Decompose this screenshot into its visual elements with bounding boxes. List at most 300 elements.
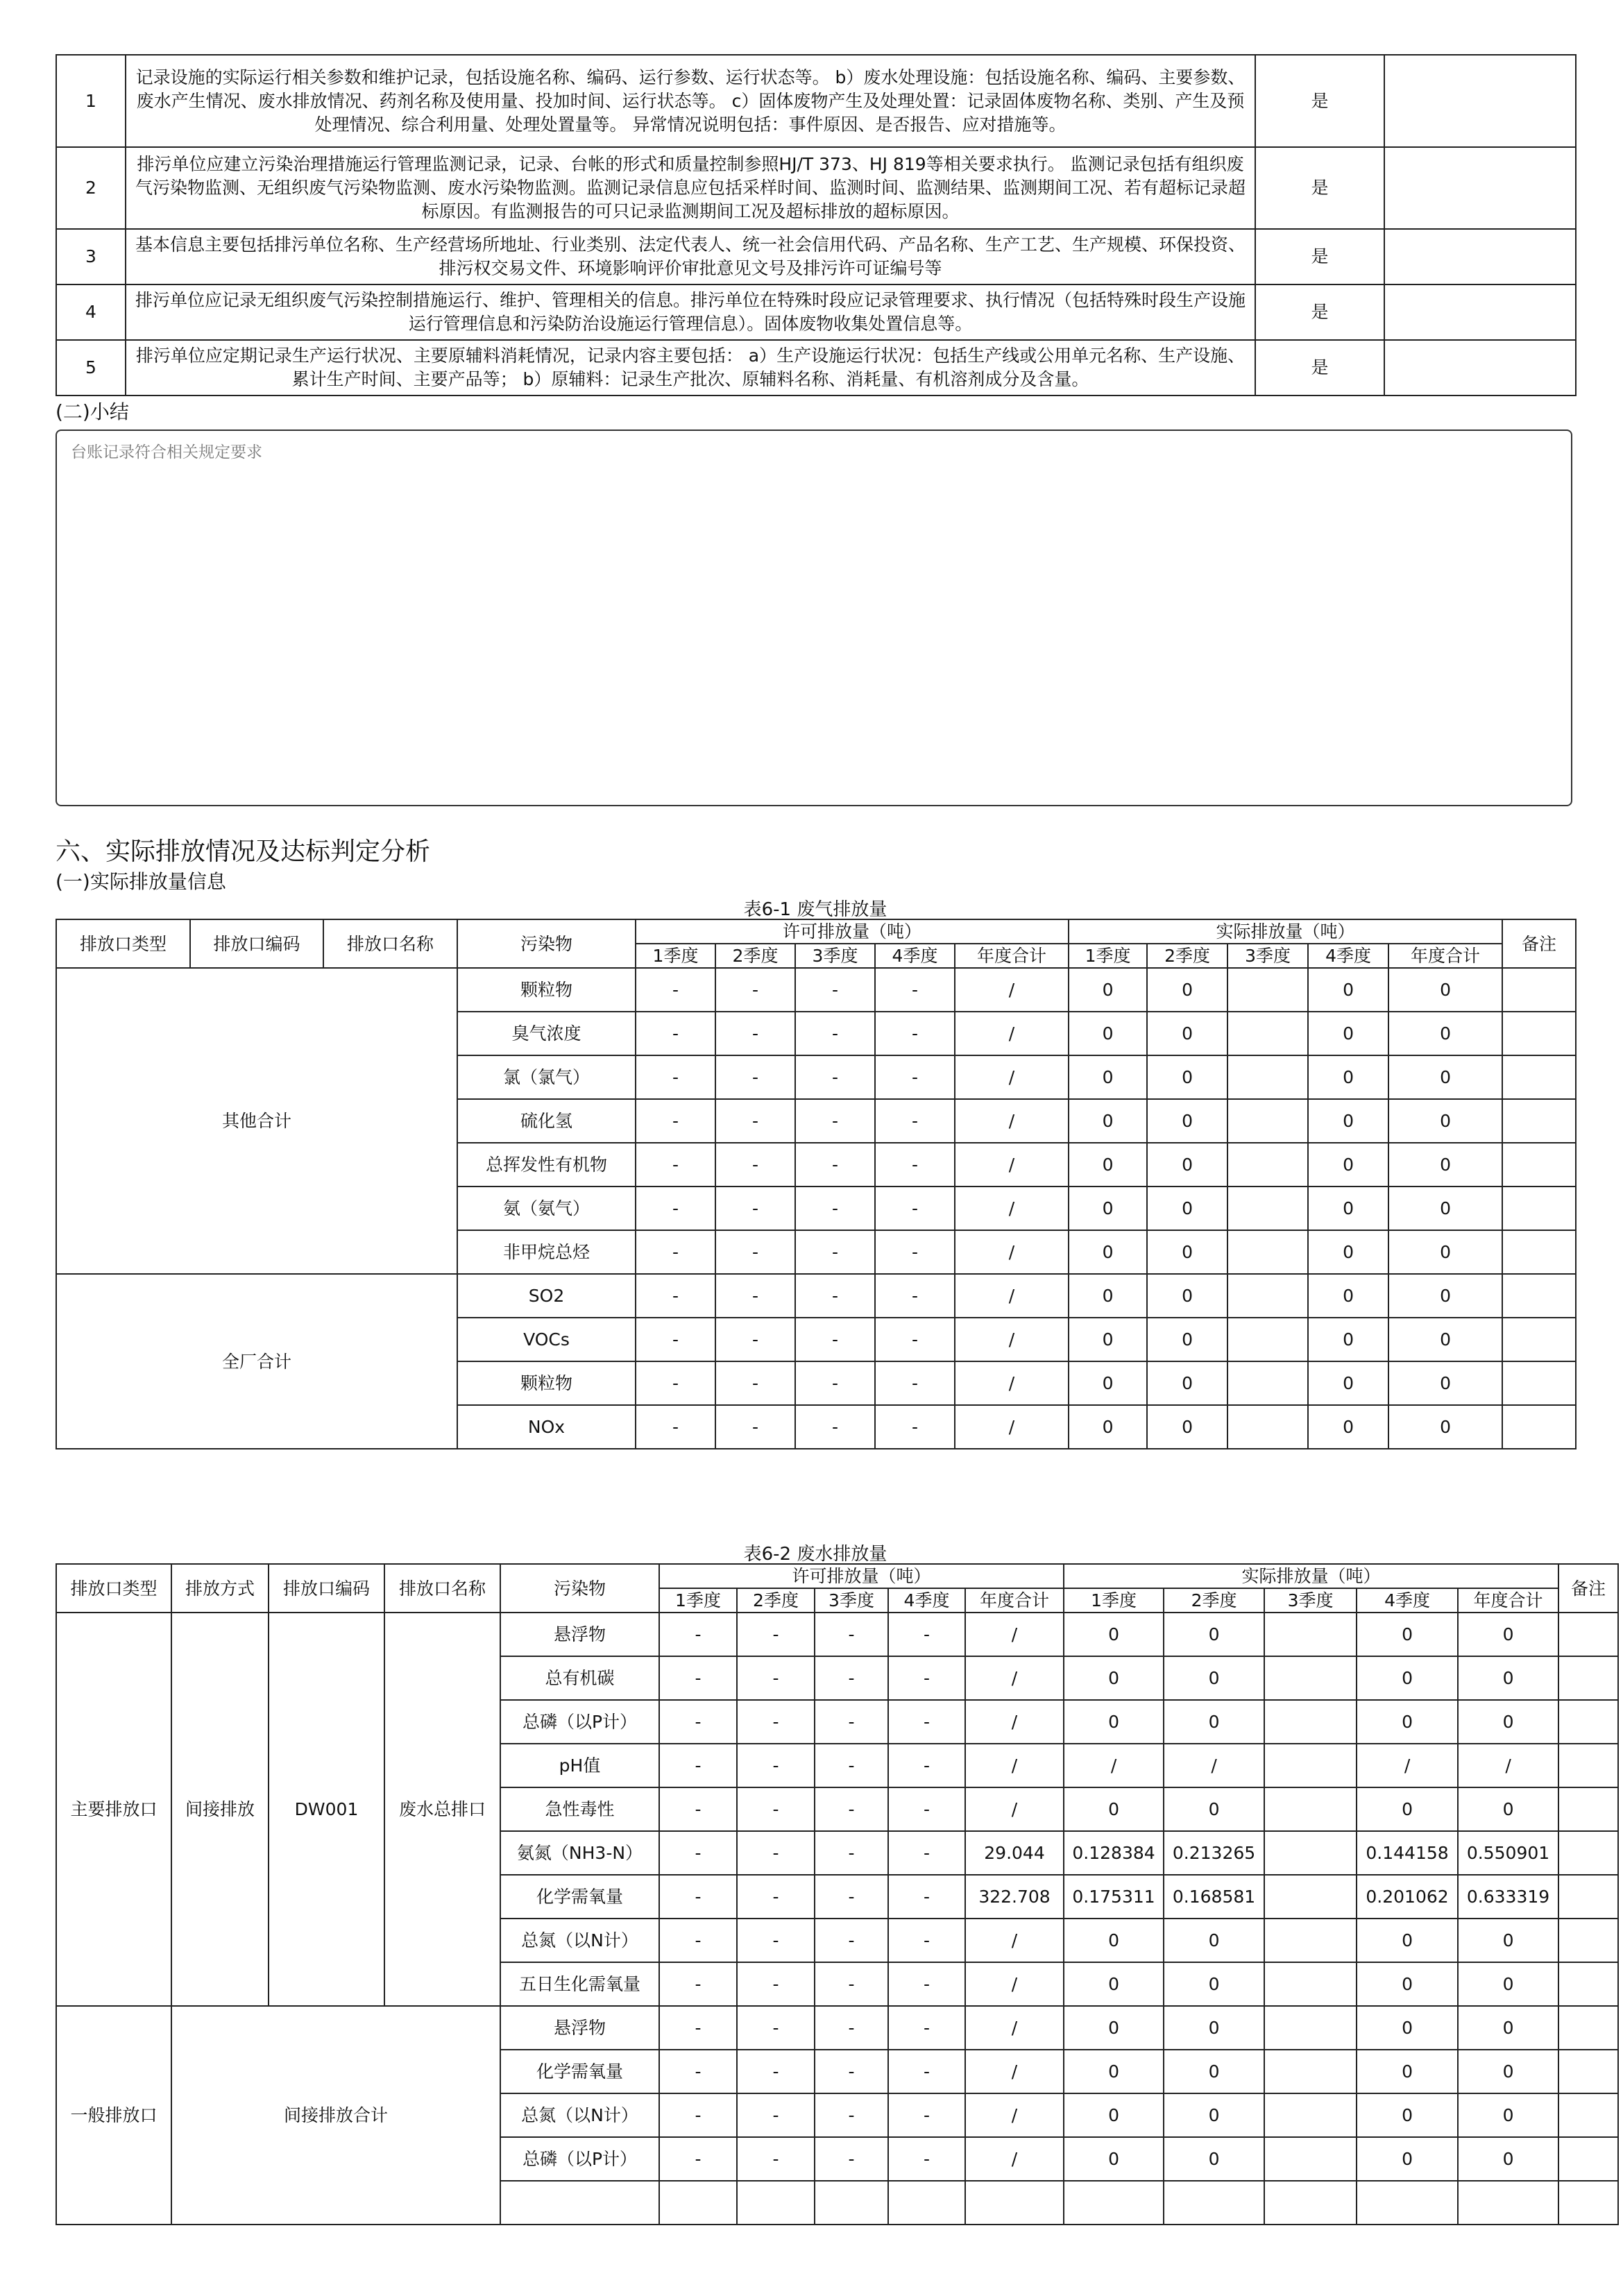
gas-actual-value: 0	[1388, 1318, 1502, 1361]
water-permit-value: -	[815, 1656, 888, 1700]
water-actual-value: 0	[1064, 2137, 1164, 2181]
gas-actual-value: 0	[1388, 1099, 1502, 1143]
water-header-actual-q3: 3季度	[1264, 1588, 1357, 1613]
water-pollutant: 总磷（以P计）	[500, 1700, 659, 1744]
ledger-row-note	[1384, 284, 1576, 340]
water-actual-value: 0	[1064, 1962, 1164, 2006]
ledger-row-number: 2	[56, 147, 126, 229]
gas-pollutant: 氯（氯气）	[457, 1055, 636, 1099]
gas-permit-value: -	[636, 1318, 715, 1361]
gas-actual-value: 0	[1388, 1055, 1502, 1099]
water-permit-value: -	[888, 2137, 965, 2181]
water-actual-value	[1264, 2006, 1357, 2050]
water-permit-value: -	[737, 2137, 815, 2181]
ledger-row-result: 是	[1255, 55, 1384, 147]
gas-permit-value: -	[715, 1055, 795, 1099]
gas-group-label: 全厂合计	[56, 1274, 457, 1449]
gas-actual-value: 0	[1069, 1361, 1147, 1405]
ledger-row	[56, 284, 1576, 340]
gas-pollutant: 硫化氢	[457, 1099, 636, 1143]
gas-permit-value: -	[875, 1012, 955, 1055]
water-permit-value: -	[659, 1700, 737, 1744]
water-remark	[1558, 2006, 1618, 2050]
ledger-row-text: 排污单位应建立污染治理措施运行管理监测记录，记录、台帐的形式和质量控制参照HJ/T 373、HJ 819等相关要求执行。 监测记录包括有组织废气污染物监测、无组织废气污染物监测、废水污染物监测。监测记录信息应包括采样时间、监测时间、监测结果、监测期间工况、若有超标记录超标原因。有监测报告的可只记录监测期间工况及超标排放的超标原因。	[126, 147, 1255, 229]
water-actual-value: 0	[1357, 1962, 1458, 2006]
summary-textarea[interactable]	[56, 430, 1572, 806]
gas-header-outlet-code: 排放口编码	[190, 919, 323, 968]
gas-permit-value: -	[795, 1055, 875, 1099]
water-actual-value: 0	[1164, 2006, 1264, 2050]
gas-actual-value	[1227, 1361, 1308, 1405]
water-actual-value	[1264, 1919, 1357, 1962]
water-actual-value: 0	[1064, 1613, 1164, 1656]
water-permit-value: -	[737, 1744, 815, 1787]
gas-remark	[1502, 1361, 1576, 1405]
water-actual-value: 0	[1164, 2050, 1264, 2093]
ledger-row-number: 5	[56, 340, 126, 396]
gas-permit-value: -	[636, 1274, 715, 1318]
gas-pollutant: 颗粒物	[457, 1361, 636, 1405]
gas-permit-value: -	[795, 1012, 875, 1055]
water-header-outlet-type: 排放口类型	[56, 1564, 171, 1613]
water-actual-value: 0.633319	[1458, 1875, 1558, 1919]
gas-permit-value: -	[636, 1143, 715, 1187]
gas-actual-value	[1227, 1143, 1308, 1187]
gas-actual-value: 0	[1147, 968, 1227, 1012]
water-permit-value: -	[815, 2093, 888, 2137]
water-header-permit-q3: 3季度	[815, 1588, 888, 1613]
water-permit-value: -	[737, 1831, 815, 1875]
water-permit-value: -	[815, 1831, 888, 1875]
gas-remark	[1502, 1055, 1576, 1099]
gas-actual-value	[1227, 1318, 1308, 1361]
water-header-actual: 实际排放量（吨）	[1064, 1564, 1558, 1588]
water-permit-value: /	[965, 2050, 1064, 2093]
water-actual-value: 0	[1458, 1787, 1558, 1831]
water-actual-value: 0.128384	[1064, 1831, 1164, 1875]
gas-remark	[1502, 1405, 1576, 1449]
water-permit-value: -	[737, 1700, 815, 1744]
gas-permit-value: /	[955, 1012, 1069, 1055]
gas-actual-value	[1227, 1230, 1308, 1274]
gas-permit-value: -	[875, 1099, 955, 1143]
gas-permit-value: -	[875, 1143, 955, 1187]
water-permit-value: -	[815, 1613, 888, 1656]
gas-actual-value: 0	[1308, 1274, 1388, 1318]
section-6-heading: 六、实际排放情况及达标判定分析	[56, 837, 431, 866]
water-permit-value: /	[965, 2006, 1064, 2050]
gas-header-permit-q2: 2季度	[715, 944, 795, 968]
ledger-row-number: 3	[56, 229, 126, 284]
gas-actual-value: 0	[1147, 1143, 1227, 1187]
gas-permit-value: -	[636, 1361, 715, 1405]
water-actual-value: 0	[1458, 2137, 1558, 2181]
ledger-row	[56, 55, 1576, 147]
water-header-actual-q1: 1季度	[1064, 1588, 1164, 1613]
water-permit-value: -	[659, 1875, 737, 1919]
water-pollutant: pH值	[500, 1744, 659, 1787]
gas-permit-value: -	[875, 1405, 955, 1449]
gas-group-label: 其他合计	[56, 968, 457, 1274]
gas-pollutant: VOCs	[457, 1318, 636, 1361]
water-main-method: 间接排放	[171, 1613, 269, 2006]
gas-actual-value: 0	[1069, 1143, 1147, 1187]
water-permit-value: -	[737, 1613, 815, 1656]
water-pollutant: 氨氮（NH3-N）	[500, 1831, 659, 1875]
gas-permit-value: /	[955, 1143, 1069, 1187]
water-actual-value: 0	[1064, 1700, 1164, 1744]
water-header-actual-year: 年度合计	[1458, 1588, 1558, 1613]
water-permit-value	[659, 2181, 737, 2225]
gas-permit-value: -	[636, 1055, 715, 1099]
water-actual-value	[1264, 1656, 1357, 1700]
gas-permit-value: -	[715, 1099, 795, 1143]
gas-actual-value: 0	[1069, 1274, 1147, 1318]
gas-actual-value: 0	[1147, 1099, 1227, 1143]
water-actual-value: 0	[1164, 1700, 1264, 1744]
gas-actual-value: 0	[1308, 1143, 1388, 1187]
gas-permit-value: -	[636, 1230, 715, 1274]
ledger-row-text: 记录设施的实际运行相关参数和维护记录，包括设施名称、编码、运行参数、运行状态等。 b）废水处理设施：包括设施名称、编码、主要参数、废水产生情况、废水排放情况、药剂名称及使用量、投加时间、运行状态等。 c）固体废物产生及处理处置：记录固体废物名称、类别、产生及预处理情况、综合利用量、处理处置量等。 异常情况说明包括：事件原因、是否报告、应对措施等。	[126, 55, 1255, 147]
gas-actual-value: 0	[1308, 1230, 1388, 1274]
gas-permit-value: /	[955, 1318, 1069, 1361]
water-actual-value: 0	[1164, 1656, 1264, 1700]
water-actual-value	[1264, 1787, 1357, 1831]
water-actual-value	[1264, 2093, 1357, 2137]
water-actual-value: 0	[1357, 1700, 1458, 1744]
water-pollutant: 悬浮物	[500, 1613, 659, 1656]
gas-permit-value: /	[955, 1230, 1069, 1274]
water-actual-value	[1264, 1744, 1357, 1787]
gas-actual-value: 0	[1147, 1361, 1227, 1405]
gas-actual-value: 0	[1388, 1230, 1502, 1274]
water-permit-value: -	[659, 1744, 737, 1787]
water-permit-value: -	[815, 1744, 888, 1787]
water-pollutant: 五日生化需氧量	[500, 1962, 659, 2006]
section-6-subheading: (一)实际排放量信息	[56, 870, 226, 893]
water-actual-value: 0.175311	[1064, 1875, 1164, 1919]
water-permit-value: -	[815, 2137, 888, 2181]
water-permit-value: /	[965, 1787, 1064, 1831]
gas-actual-value: 0	[1147, 1405, 1227, 1449]
gas-table-caption: 表6-1 废气排放量	[743, 899, 887, 920]
ledger-row-result: 是	[1255, 340, 1384, 396]
water-actual-value: 0.144158	[1357, 1831, 1458, 1875]
gas-permit-value: -	[795, 1143, 875, 1187]
water-actual-value: 0	[1357, 2050, 1458, 2093]
gas-remark	[1502, 1187, 1576, 1230]
water-table-caption: 表6-2 废水排放量	[743, 1544, 887, 1565]
gas-actual-value: 0	[1308, 1318, 1388, 1361]
water-main-outlet-name: 废水总排口	[384, 1613, 500, 2006]
ledger-row-text: 基本信息主要包括排污单位名称、生产经营场所地址、行业类别、法定代表人、统一社会信用代码、产品名称、生产工艺、生产规模、环保投资、排污权交易文件、环境影响评价审批意见文号及排污许可证编号等	[126, 229, 1255, 284]
water-remark	[1558, 1613, 1618, 1656]
water-permit-value: -	[659, 1962, 737, 2006]
water-permit-value: -	[737, 2006, 815, 2050]
gas-actual-value: 0	[1308, 1405, 1388, 1449]
water-actual-value	[1264, 1962, 1357, 2006]
gas-actual-value: 0	[1308, 1012, 1388, 1055]
water-pollutant: 急性毒性	[500, 1787, 659, 1831]
gas-header-permit-year: 年度合计	[955, 944, 1069, 968]
water-actual-value: 0	[1164, 1919, 1264, 1962]
water-header-actual-q4: 4季度	[1357, 1588, 1458, 1613]
gas-table-row	[56, 1274, 1576, 1318]
water-pollutant: 化学需氧量	[500, 2050, 659, 2093]
water-pollutant: 总磷（以P计）	[500, 2137, 659, 2181]
ledger-row-result: 是	[1255, 229, 1384, 284]
gas-permit-value: -	[795, 1405, 875, 1449]
water-actual-value: 0	[1164, 2137, 1264, 2181]
water-actual-value: /	[1064, 1744, 1164, 1787]
water-remark	[1558, 2181, 1618, 2225]
gas-pollutant: SO2	[457, 1274, 636, 1318]
water-permit-value: -	[815, 1700, 888, 1744]
water-remark	[1558, 2050, 1618, 2093]
water-actual-value: 0	[1357, 1656, 1458, 1700]
gas-actual-value: 0	[1308, 1055, 1388, 1099]
gas-actual-value	[1227, 1274, 1308, 1318]
water-actual-value: 0	[1164, 1962, 1264, 2006]
gas-actual-value: 0	[1388, 1143, 1502, 1187]
water-permit-value: -	[888, 1831, 965, 1875]
gas-permit-value: -	[875, 1274, 955, 1318]
water-permit-value: -	[737, 1875, 815, 1919]
water-actual-value: 0	[1458, 1613, 1558, 1656]
gas-permit-value: -	[795, 1361, 875, 1405]
gas-remark	[1502, 1143, 1576, 1187]
water-actual-value	[1264, 1831, 1357, 1875]
water-emission-table	[56, 1563, 1619, 2225]
water-permit-value: -	[659, 1613, 737, 1656]
water-actual-value: /	[1357, 1744, 1458, 1787]
gas-permit-value: /	[955, 1361, 1069, 1405]
ledger-row-note	[1384, 55, 1576, 147]
water-actual-value: 0	[1357, 2006, 1458, 2050]
gas-remark	[1502, 1274, 1576, 1318]
gas-permit-value: -	[715, 1143, 795, 1187]
water-actual-value: 0.201062	[1357, 1875, 1458, 1919]
ledger-row	[56, 229, 1576, 284]
gas-header-remark: 备注	[1502, 919, 1576, 968]
water-actual-value: 0	[1164, 1613, 1264, 1656]
gas-header-permit-q4: 4季度	[875, 944, 955, 968]
gas-actual-value: 0	[1069, 1012, 1147, 1055]
water-remark	[1558, 1744, 1618, 1787]
water-pollutant: 化学需氧量	[500, 1875, 659, 1919]
water-remark	[1558, 1831, 1618, 1875]
gas-permit-value: /	[955, 968, 1069, 1012]
water-permit-value: -	[888, 1919, 965, 1962]
gas-emission-table	[56, 919, 1577, 1449]
gas-actual-value: 0	[1069, 1055, 1147, 1099]
gas-header-actual-q1: 1季度	[1069, 944, 1147, 968]
gas-permit-value: -	[875, 1361, 955, 1405]
gas-permit-value: -	[715, 1318, 795, 1361]
water-actual-value: 0.213265	[1164, 1831, 1264, 1875]
ledger-row-note	[1384, 340, 1576, 396]
gas-permit-value: -	[875, 1230, 955, 1274]
water-permit-value: 322.708	[965, 1875, 1064, 1919]
gas-pollutant: 氨（氨气）	[457, 1187, 636, 1230]
water-main-outlet-code: DW001	[269, 1613, 384, 2006]
gas-permit-value: -	[715, 1274, 795, 1318]
water-actual-value	[1064, 2181, 1164, 2225]
water-permit-value: -	[815, 1787, 888, 1831]
gas-permit-value: -	[636, 1405, 715, 1449]
ledger-row-text: 排污单位应记录无组织废气污染控制措施运行、维护、管理相关的信息。排污单位在特殊时段应记录管理要求、执行情况（包括特殊时段生产设施运行管理信息和污染防治设施运行管理信息）。固体废物收集处置信息等。	[126, 284, 1255, 340]
water-actual-value: 0	[1458, 2093, 1558, 2137]
water-general-outlet-type: 一般排放口	[56, 2006, 171, 2225]
water-actual-value: 0	[1458, 2006, 1558, 2050]
ledger-row-number: 4	[56, 284, 126, 340]
water-header-permit-q1: 1季度	[659, 1588, 737, 1613]
water-permit-value	[737, 2181, 815, 2225]
water-permit-value: -	[888, 1700, 965, 1744]
gas-actual-value	[1227, 968, 1308, 1012]
ledger-row	[56, 147, 1576, 229]
gas-header-actual-q3: 3季度	[1227, 944, 1308, 968]
gas-header-actual: 实际排放量（吨）	[1069, 919, 1502, 944]
water-header-outlet-name: 排放口名称	[384, 1564, 500, 1613]
water-permit-value: -	[659, 1831, 737, 1875]
gas-header-pollutant: 污染物	[457, 919, 636, 968]
gas-actual-value: 0	[1147, 1318, 1227, 1361]
water-actual-value: 0	[1064, 1919, 1164, 1962]
water-permit-value	[965, 2181, 1064, 2225]
gas-actual-value: 0	[1308, 1099, 1388, 1143]
gas-permit-value: -	[875, 1055, 955, 1099]
gas-permit-value: -	[795, 1230, 875, 1274]
water-permit-value: -	[737, 1962, 815, 2006]
gas-permit-value: /	[955, 1274, 1069, 1318]
water-header-permit-q4: 4季度	[888, 1588, 965, 1613]
water-actual-value: 0.168581	[1164, 1875, 1264, 1919]
ledger-row	[56, 340, 1576, 396]
gas-permit-value: -	[795, 968, 875, 1012]
water-permit-value: -	[659, 2137, 737, 2181]
water-permit-value: -	[815, 1875, 888, 1919]
water-actual-value: 0	[1064, 2050, 1164, 2093]
water-permit-value: -	[888, 1787, 965, 1831]
water-actual-value: 0	[1064, 1656, 1164, 1700]
water-permit-value: -	[659, 2050, 737, 2093]
water-permit-value: /	[965, 2093, 1064, 2137]
water-header-actual-q2: 2季度	[1164, 1588, 1264, 1613]
water-pollutant: 悬浮物	[500, 2006, 659, 2050]
water-permit-value: -	[659, 1656, 737, 1700]
water-remark	[1558, 1875, 1618, 1919]
water-permit-value: -	[659, 2006, 737, 2050]
gas-header-actual-year: 年度合计	[1388, 944, 1502, 968]
gas-actual-value: 0	[1388, 1274, 1502, 1318]
water-actual-value: 0	[1458, 1700, 1558, 1744]
gas-permit-value: -	[795, 1187, 875, 1230]
gas-actual-value: 0	[1147, 1230, 1227, 1274]
water-remark	[1558, 2137, 1618, 2181]
water-actual-value	[1264, 2137, 1357, 2181]
gas-header-outlet-name: 排放口名称	[323, 919, 457, 968]
ledger-row-note	[1384, 147, 1576, 229]
gas-header-actual-q2: 2季度	[1147, 944, 1227, 968]
water-permit-value: -	[888, 1744, 965, 1787]
water-permit-value: -	[888, 2006, 965, 2050]
water-permit-value: -	[888, 2050, 965, 2093]
water-permit-value: -	[737, 1656, 815, 1700]
water-actual-value: 0	[1164, 2093, 1264, 2137]
gas-pollutant: NOx	[457, 1405, 636, 1449]
water-remark	[1558, 1656, 1618, 1700]
gas-header-permit-q1: 1季度	[636, 944, 715, 968]
gas-permit-value: /	[955, 1055, 1069, 1099]
water-actual-value: 0	[1458, 1656, 1558, 1700]
water-permit-value: -	[815, 2050, 888, 2093]
gas-actual-value: 0	[1388, 1405, 1502, 1449]
water-permit-value: -	[888, 2093, 965, 2137]
water-actual-value	[1458, 2181, 1558, 2225]
water-permit-value: -	[737, 1919, 815, 1962]
gas-permit-value: -	[636, 1012, 715, 1055]
gas-header-permit-q3: 3季度	[795, 944, 875, 968]
water-remark	[1558, 1787, 1618, 1831]
water-actual-value: 0	[1458, 1962, 1558, 2006]
gas-remark	[1502, 1318, 1576, 1361]
water-actual-value	[1264, 2050, 1357, 2093]
gas-actual-value	[1227, 1187, 1308, 1230]
water-permit-value: -	[815, 1962, 888, 2006]
water-header-pollutant: 污染物	[500, 1564, 659, 1613]
water-permit-value: -	[737, 2093, 815, 2137]
water-permit-value: -	[737, 2050, 815, 2093]
water-pollutant: 总氮（以N计）	[500, 2093, 659, 2137]
water-remark	[1558, 1962, 1618, 2006]
gas-actual-value	[1227, 1405, 1308, 1449]
gas-permit-value: -	[636, 1187, 715, 1230]
water-actual-value: 0	[1164, 1787, 1264, 1831]
gas-permit-value: /	[955, 1187, 1069, 1230]
water-actual-value: 0	[1357, 2137, 1458, 2181]
water-actual-value: 0	[1064, 1787, 1164, 1831]
gas-table-row	[56, 968, 1576, 1012]
water-permit-value: -	[659, 1919, 737, 1962]
water-actual-value	[1264, 1875, 1357, 1919]
gas-permit-value: /	[955, 1099, 1069, 1143]
water-actual-value	[1264, 1700, 1357, 1744]
ledger-row-number: 1	[56, 55, 126, 147]
water-remark	[1558, 1700, 1618, 1744]
gas-actual-value: 0	[1388, 1361, 1502, 1405]
gas-actual-value: 0	[1069, 1187, 1147, 1230]
water-remark	[1558, 1919, 1618, 1962]
water-actual-value: 0	[1357, 1919, 1458, 1962]
gas-actual-value: 0	[1388, 1187, 1502, 1230]
water-actual-value: 0.550901	[1458, 1831, 1558, 1875]
water-actual-value: /	[1164, 1744, 1264, 1787]
gas-actual-value: 0	[1069, 1099, 1147, 1143]
water-permit-value: /	[965, 2137, 1064, 2181]
gas-permit-value: -	[715, 1405, 795, 1449]
summary-heading: (二)小结	[56, 400, 129, 423]
gas-pollutant: 臭气浓度	[457, 1012, 636, 1055]
water-actual-value: 0	[1357, 1787, 1458, 1831]
water-pollutant: 总有机碳	[500, 1656, 659, 1700]
gas-permit-value: -	[715, 1012, 795, 1055]
water-actual-value: 0	[1357, 2093, 1458, 2137]
gas-permit-value: -	[715, 968, 795, 1012]
gas-header-outlet-type: 排放口类型	[56, 919, 190, 968]
water-header-permit-year: 年度合计	[965, 1588, 1064, 1613]
water-actual-value	[1357, 2181, 1458, 2225]
